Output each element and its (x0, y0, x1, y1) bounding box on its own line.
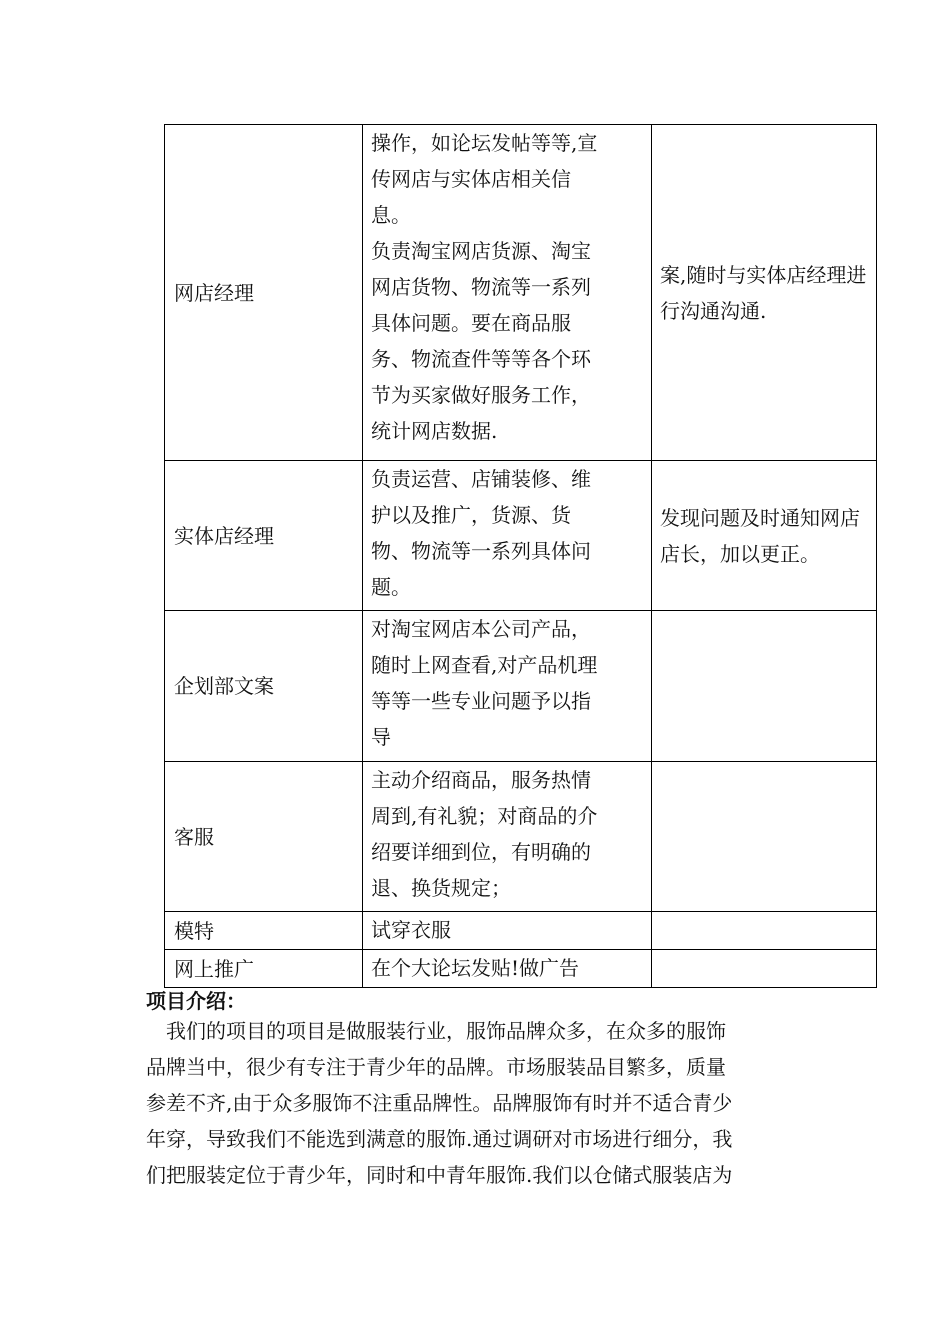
role-text: 网店经理 (174, 280, 254, 305)
note-text: 案,随时与实体店经理进 行沟通沟通. (660, 262, 867, 323)
duty-text: 对淘宝网店本公司产品， 随时上网查看,对产品机理 等等一些专业问题予以指 导 (371, 617, 598, 749)
duty-text: 主动介绍商品，服务热情 周到,有礼貌；对商品的介 绍要详细到位，有明确的 退、换货规定； (371, 768, 598, 900)
duty-text: 操作，如论坛发帖等等,宣 传网店与实体店相关信 息。 负责淘宝网店货源、淘宝 网店货物、物流等一系列 具体问题。要在商品服 务、物流查件等等各个环 节为买家做好服务工作， 统计网店数据. (371, 131, 598, 443)
role-cell (165, 125, 363, 461)
role-cell (165, 912, 363, 950)
role-text: 企划部文案 (174, 674, 274, 698)
note-cell (652, 762, 877, 912)
duty-cell (363, 461, 652, 611)
role-text: 实体店经理 (174, 523, 274, 548)
duty-cell (363, 611, 652, 762)
role-text: 网上推广 (174, 956, 254, 981)
note-cell (652, 461, 877, 611)
table-row (165, 762, 877, 912)
note-cell (652, 912, 877, 950)
roles-table (164, 124, 877, 988)
duty-text: 在个大论坛发贴!做广告 (371, 956, 580, 980)
role-cell (165, 762, 363, 912)
section-paragraph: 我们的项目的项目是做服装行业，服饰品牌众多，在众多的服饰 品牌当中，很少有专注于青少年的品牌。市场服装品目繁多，质量 参差不齐,由于众多服饰不注重品牌性。品牌服饰有时并不适合青少 年穿，导致我们不能选到满意的服饰.通过调研对市场进行细分，我 们把服装定位于青少年，同时和中青年服饰.我们以仓储式服装店为 (146, 1019, 733, 1187)
note-cell (652, 125, 877, 461)
duty-text: 负责运营、店铺装修、维 护以及推广，货源、货 物、物流等一系列具体问 题。 (371, 467, 591, 599)
table-row (165, 950, 877, 988)
role-cell (165, 461, 363, 611)
section-heading: 项目介绍： (146, 989, 246, 1013)
duty-cell (363, 950, 652, 988)
role-text: 客服 (174, 824, 214, 849)
table-row (165, 611, 877, 762)
note-cell (652, 950, 877, 988)
role-cell (165, 950, 363, 988)
role-text: 模特 (174, 918, 214, 943)
table-row (165, 912, 877, 950)
note-text: 发现问题及时通知网店 店长，加以更正。 (660, 505, 860, 566)
table-row (165, 461, 877, 611)
role-cell (165, 611, 363, 762)
table-row (165, 125, 877, 461)
duty-cell (363, 125, 652, 461)
duty-cell (363, 912, 652, 950)
duty-cell (363, 762, 652, 912)
duty-text: 试穿衣服 (371, 918, 451, 942)
note-cell (652, 611, 877, 762)
